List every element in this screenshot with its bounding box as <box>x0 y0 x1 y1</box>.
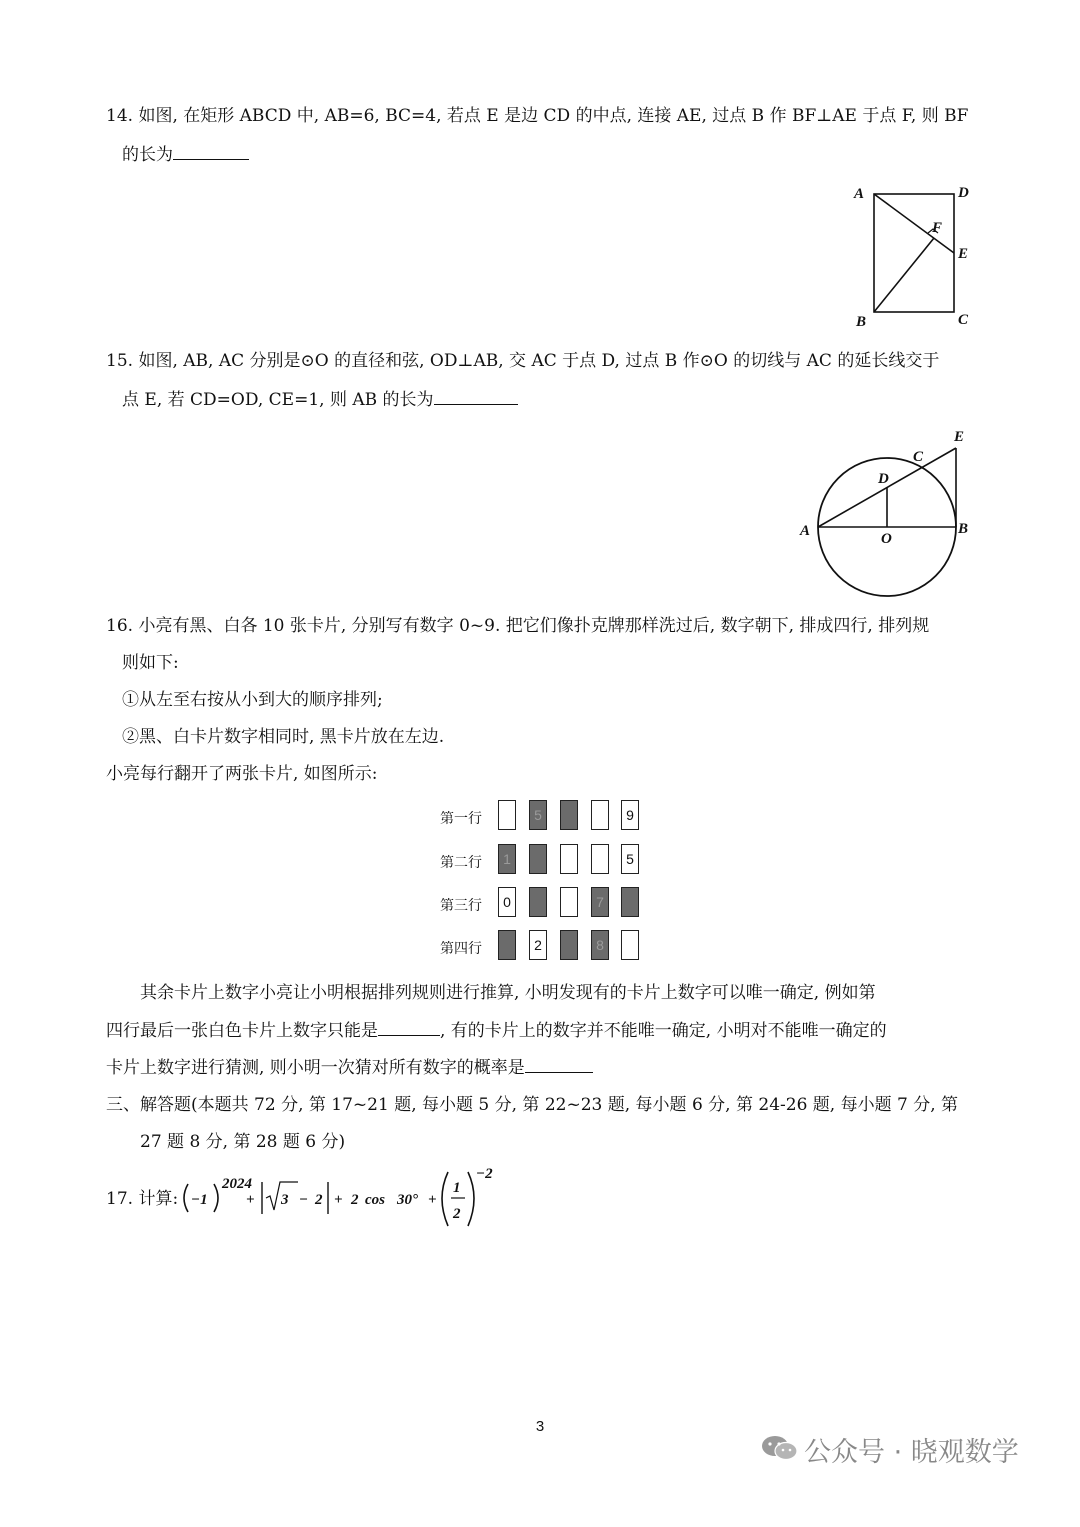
q14-rectangle-figure <box>850 180 980 330</box>
card: 8 <box>591 930 609 960</box>
svg-text:cos: cos <box>365 1192 385 1208</box>
label-d: D <box>958 185 969 201</box>
label-d: D <box>878 471 889 487</box>
row-label: 第三行 <box>440 898 482 914</box>
svg-text:2: 2 <box>453 1206 461 1222</box>
svg-text:+: + <box>246 1192 255 1208</box>
q16-intro: 小亮每行翻开了两张卡片, 如图所示: <box>106 764 378 784</box>
label-c: C <box>958 312 969 328</box>
card: 5 <box>529 800 547 830</box>
card-row-1 <box>440 800 660 834</box>
svg-text:+: + <box>428 1192 437 1208</box>
q16-rule2: ②黑、白卡片数字相同时, 黑卡片放在左边. <box>122 727 445 747</box>
q16-para2-text-a: 四行最后一张白色卡片上数字只能是 <box>106 1021 378 1041</box>
q14-text-line2-label: 的长为 <box>122 145 173 165</box>
card <box>621 930 639 960</box>
card: 7 <box>591 887 609 917</box>
watermark-text: 公众号 · 晓观数学 <box>804 1437 1019 1468</box>
card <box>529 887 547 917</box>
label-e: E <box>958 246 969 262</box>
card: 1 <box>498 844 516 874</box>
q16-para3 <box>106 1056 593 1079</box>
card: 5 <box>621 844 639 874</box>
card: 9 <box>621 800 639 830</box>
svg-text:3: 3 <box>281 1192 289 1208</box>
segment-bf <box>874 238 934 312</box>
card-row-2 <box>440 844 660 878</box>
q16-para1: 其余卡片上数字小亮让小明根据排列规则进行推算, 小明发现有的卡片上数字可以唯一确定, 例如第 <box>140 983 876 1003</box>
card <box>591 800 609 830</box>
q15-circle-figure <box>795 425 985 600</box>
card <box>560 800 578 830</box>
svg-text:+: + <box>334 1192 343 1208</box>
q15-answer-blank <box>434 388 518 405</box>
q17-expression <box>176 1168 496 1232</box>
svg-text:30°: 30° <box>397 1192 418 1208</box>
label-c: C <box>913 449 924 465</box>
wechat-icon <box>760 1434 800 1462</box>
q15-text-line1: 15. 如图, AB, AC 分别是⊙O 的直径和弦, OD⊥AB, 交 AC 于点 D, 过点 B 作⊙O 的切线与 AC 的延长线交于 <box>106 351 940 371</box>
label-e: E <box>954 429 965 445</box>
q14-text-line2 <box>122 143 249 166</box>
q16-answer-blank-2 <box>525 1056 593 1073</box>
card-row-3 <box>440 887 660 921</box>
q16-para2 <box>106 1019 887 1042</box>
q16-text-line2: 则如下: <box>122 653 179 673</box>
row-label: 第一行 <box>440 811 482 827</box>
card <box>498 800 516 830</box>
svg-text:−1: −1 <box>191 1192 208 1208</box>
section3-heading-line1: 三、解答题(本题共 72 分, 第 17~21 题, 每小题 5 分, 第 22~23 题, 每小题 6 分, 第 24-26 题, 每小题 7 分, 第 <box>106 1095 959 1115</box>
exponent-2024: 2024 <box>222 1176 252 1192</box>
label-b: B <box>856 314 867 330</box>
card <box>498 930 516 960</box>
q16-rule1: ①从左至右按从小到大的顺序排列; <box>122 690 383 710</box>
label-f: F <box>932 220 943 236</box>
card <box>560 844 578 874</box>
q16-para2-text-b: , 有的卡片上的数字并不能唯一确定, 小明对不能唯一确定的 <box>440 1021 887 1041</box>
card <box>621 887 639 917</box>
card: 2 <box>529 930 547 960</box>
q15-text-line2 <box>122 388 518 411</box>
svg-text:1: 1 <box>453 1180 461 1196</box>
exponent-minus-2: −2 <box>476 1168 493 1182</box>
q14-answer-blank <box>173 143 249 160</box>
label-o: O <box>881 531 892 547</box>
page-number: 3 <box>535 1418 545 1435</box>
q17-label: 17. 计算: <box>106 1189 179 1209</box>
q16-para3-text: 卡片上数字进行猜测, 则小明一次猜对所有数字的概率是 <box>106 1058 525 1078</box>
svg-text:2: 2 <box>315 1192 323 1208</box>
row-label: 第四行 <box>440 941 482 957</box>
q14-text-line1: 14. 如图, 在矩形 ABCD 中, AB=6, BC=4, 若点 E 是边 CD 的中点, 连接 AE, 过点 B 作 BF⊥AE 于点 F, 则 BF <box>106 106 969 126</box>
label-a: A <box>854 186 865 202</box>
label-b: B <box>958 521 969 537</box>
row-label: 第二行 <box>440 855 482 871</box>
card <box>591 844 609 874</box>
label-a: A <box>800 523 811 539</box>
card: 0 <box>498 887 516 917</box>
card <box>560 930 578 960</box>
q16-answer-blank-1 <box>378 1019 440 1036</box>
q16-text-line1: 16. 小亮有黑、白各 10 张卡片, 分别写有数字 0~9. 把它们像扑克牌那样洗过后, 数字朝下, 排成四行, 排列规 <box>106 616 930 636</box>
card <box>560 887 578 917</box>
rect-abcd <box>874 194 954 312</box>
card-row-4 <box>440 930 660 964</box>
svg-text:2: 2 <box>351 1192 359 1208</box>
section3-heading-line2: 27 题 8 分, 第 28 题 6 分) <box>140 1132 346 1152</box>
card <box>529 844 547 874</box>
svg-text:−: − <box>299 1192 309 1208</box>
q15-text-line2-label: 点 E, 若 CD=OD, CE=1, 则 AB 的长为 <box>122 390 434 410</box>
